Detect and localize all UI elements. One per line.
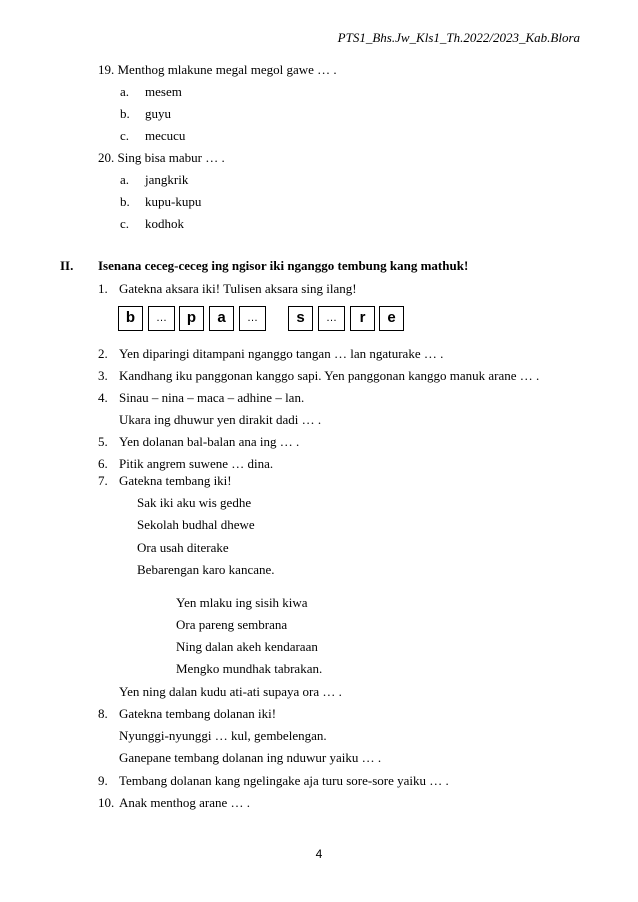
item-1-number: 1.: [98, 281, 108, 296]
item-8-song-line: Nyunggi-nyunggi … kul, gembelengan.: [119, 728, 327, 743]
letter-box-blank: …: [318, 306, 345, 331]
item-8-number: 8.: [98, 706, 108, 721]
item-4-text: Sinau – nina – maca – adhine – lan.: [119, 390, 305, 405]
item-4-number: 4.: [98, 390, 108, 405]
q19-option-a: mesem: [145, 84, 182, 99]
question-20: 20. Sing bisa mabur … .: [98, 150, 225, 165]
item-3-number: 3.: [98, 368, 108, 383]
item-8-text: Gatekna tembang dolanan iki!: [119, 706, 277, 721]
song-line: Sak iki aku wis gedhe: [137, 495, 252, 510]
letter-box: a: [209, 306, 234, 331]
song-line: Ora usah diterake: [137, 540, 229, 555]
q19-option-b-letter: b.: [120, 106, 130, 121]
item-2-text: Yen diparingi ditampani nganggo tangan … lan ngaturake … .: [119, 346, 444, 361]
song-line: Yen mlaku ing sisih kiwa: [176, 595, 308, 610]
page-header: PTS1_Bhs.Jw_Kls1_Th.2022/2023_Kab.Blora: [337, 30, 580, 45]
page-number: 4: [315, 847, 323, 861]
q19-option-b: guyu: [145, 106, 171, 121]
q20-option-c: kodhok: [145, 216, 184, 231]
item-10-text: Anak menthog arane … .: [119, 795, 251, 810]
q20-option-a-letter: a.: [120, 172, 130, 187]
q19-option-c: mecucu: [145, 128, 186, 143]
q20-option-a: jangkrik: [145, 172, 189, 187]
section-title: Isenana ceceg-ceceg ing ngisor iki nganggo tembung kang mathuk!: [98, 258, 469, 273]
item-2-number: 2.: [98, 346, 108, 361]
item-3-text: Kandhang iku panggonan kanggo sapi. Yen panggonan kanggo manuk arane … .: [119, 368, 540, 383]
q19-option-a-letter: a.: [120, 84, 130, 99]
song-line: Mengko mundhak tabrakan.: [176, 661, 323, 676]
letter-box: p: [179, 306, 204, 331]
letter-box-blank: …: [239, 306, 266, 331]
song-line: Ora pareng sembrana: [176, 617, 288, 632]
q20-option-c-letter: c.: [120, 216, 130, 231]
letter-box: b: [118, 306, 143, 331]
item-6-number: 6.: [98, 456, 108, 471]
q20-option-b: kupu-kupu: [145, 194, 202, 209]
item-5-text: Yen dolanan bal-balan ana ing … .: [119, 434, 300, 449]
section-number: II.: [60, 258, 74, 273]
song-line: Ning dalan akeh kendaraan: [176, 639, 318, 654]
song-line: Sekolah budhal dhewe: [137, 517, 255, 532]
song-line: Bebarengan karo kancane.: [137, 562, 275, 577]
item-8-subtext: Ganepane tembang dolanan ing nduwur yaiku … .: [119, 750, 382, 765]
letter-box: r: [350, 306, 375, 331]
letter-box: e: [379, 306, 404, 331]
letter-box: s: [288, 306, 313, 331]
item-4-subtext: Ukara ing dhuwur yen dirakit dadi … .: [119, 412, 322, 427]
letter-box-blank: …: [148, 306, 175, 331]
question-19: 19. Menthog mlakune megal megol gawe … .: [98, 62, 337, 77]
item-5-number: 5.: [98, 434, 108, 449]
item-9-number: 9.: [98, 773, 108, 788]
item-7-text: Gatekna tembang iki!: [119, 473, 232, 488]
item-7-subtext: Yen ning dalan kudu ati-ati supaya ora … .: [119, 684, 342, 699]
q19-option-c-letter: c.: [120, 128, 130, 143]
item-10-number: 10.: [98, 795, 115, 810]
item-7-number: 7.: [98, 473, 108, 488]
q20-option-b-letter: b.: [120, 194, 130, 209]
item-1-text: Gatekna aksara iki! Tulisen aksara sing ilang!: [119, 281, 357, 296]
item-9-text: Tembang dolanan kang ngelingake aja turu sore-sore yaiku … .: [119, 773, 449, 788]
item-6-text: Pitik angrem suwene … dina.: [119, 456, 274, 471]
